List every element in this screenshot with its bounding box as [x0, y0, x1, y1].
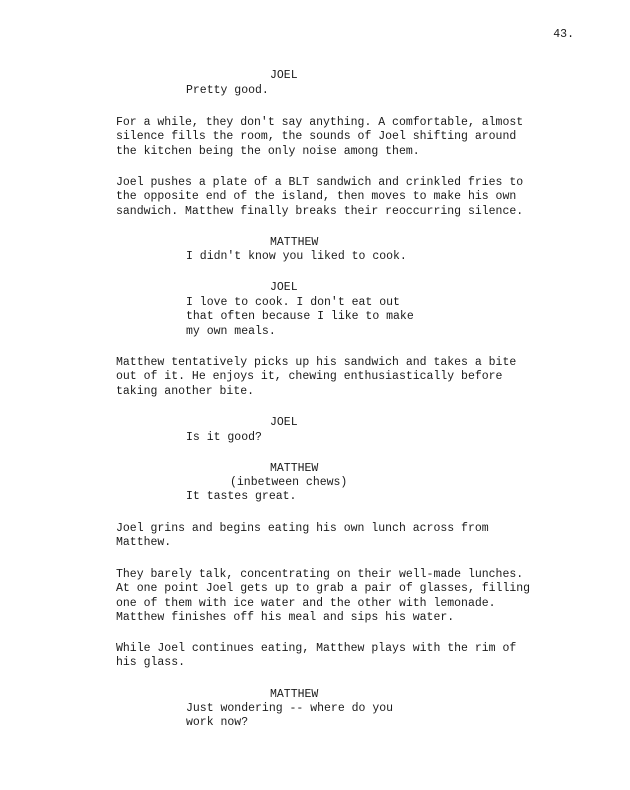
action-paragraph: While Joel continues eating, Matthew plays with the rim of his glass.	[116, 642, 517, 670]
dialogue-line: I love to cook. I don't eat out that often because I like to make my own meals.	[186, 296, 414, 338]
character-cue: JOEL	[270, 281, 298, 294]
character-cue: MATTHEW	[270, 236, 319, 249]
page-number: 43.	[553, 28, 574, 41]
action-paragraph: Joel pushes a plate of a BLT sandwich and crinkled fries to the opposite end of the island, then moves to make his own sandwich. Matthew finally breaks their reoccurring silence.	[116, 176, 524, 218]
character-cue: MATTHEW	[270, 462, 319, 475]
character-cue: MATTHEW	[270, 688, 319, 701]
dialogue-line: Pretty good.	[186, 84, 269, 97]
dialogue-line: Just wondering -- where do you work now?	[186, 702, 394, 730]
character-cue: JOEL	[270, 69, 298, 82]
action-paragraph: They barely talk, concentrating on their well-made lunches. At one point Joel gets up to grab a pair of glasses, filling one of them with ice water and the other with lemonade. Matthew finishes off his meal and sips his water.	[116, 568, 531, 625]
action-paragraph: Matthew tentatively picks up his sandwich and takes a bite out of it. He enjoys it, chewing enthusiastically before taking another bite.	[116, 356, 517, 398]
character-cue: JOEL	[270, 416, 298, 429]
dialogue-line: Is it good?	[186, 431, 262, 444]
dialogue-line: It tastes great.	[186, 490, 297, 503]
action-paragraph: For a while, they don't say anything. A comfortable, almost silence fills the room, the sounds of Joel shifting around the kitchen being the only noise among them.	[116, 116, 524, 158]
action-paragraph: Joel grins and begins eating his own lunch across from Matthew.	[116, 522, 489, 550]
dialogue-line: I didn't know you liked to cook.	[186, 250, 407, 263]
parenthetical: (inbetween chews)	[230, 476, 348, 489]
